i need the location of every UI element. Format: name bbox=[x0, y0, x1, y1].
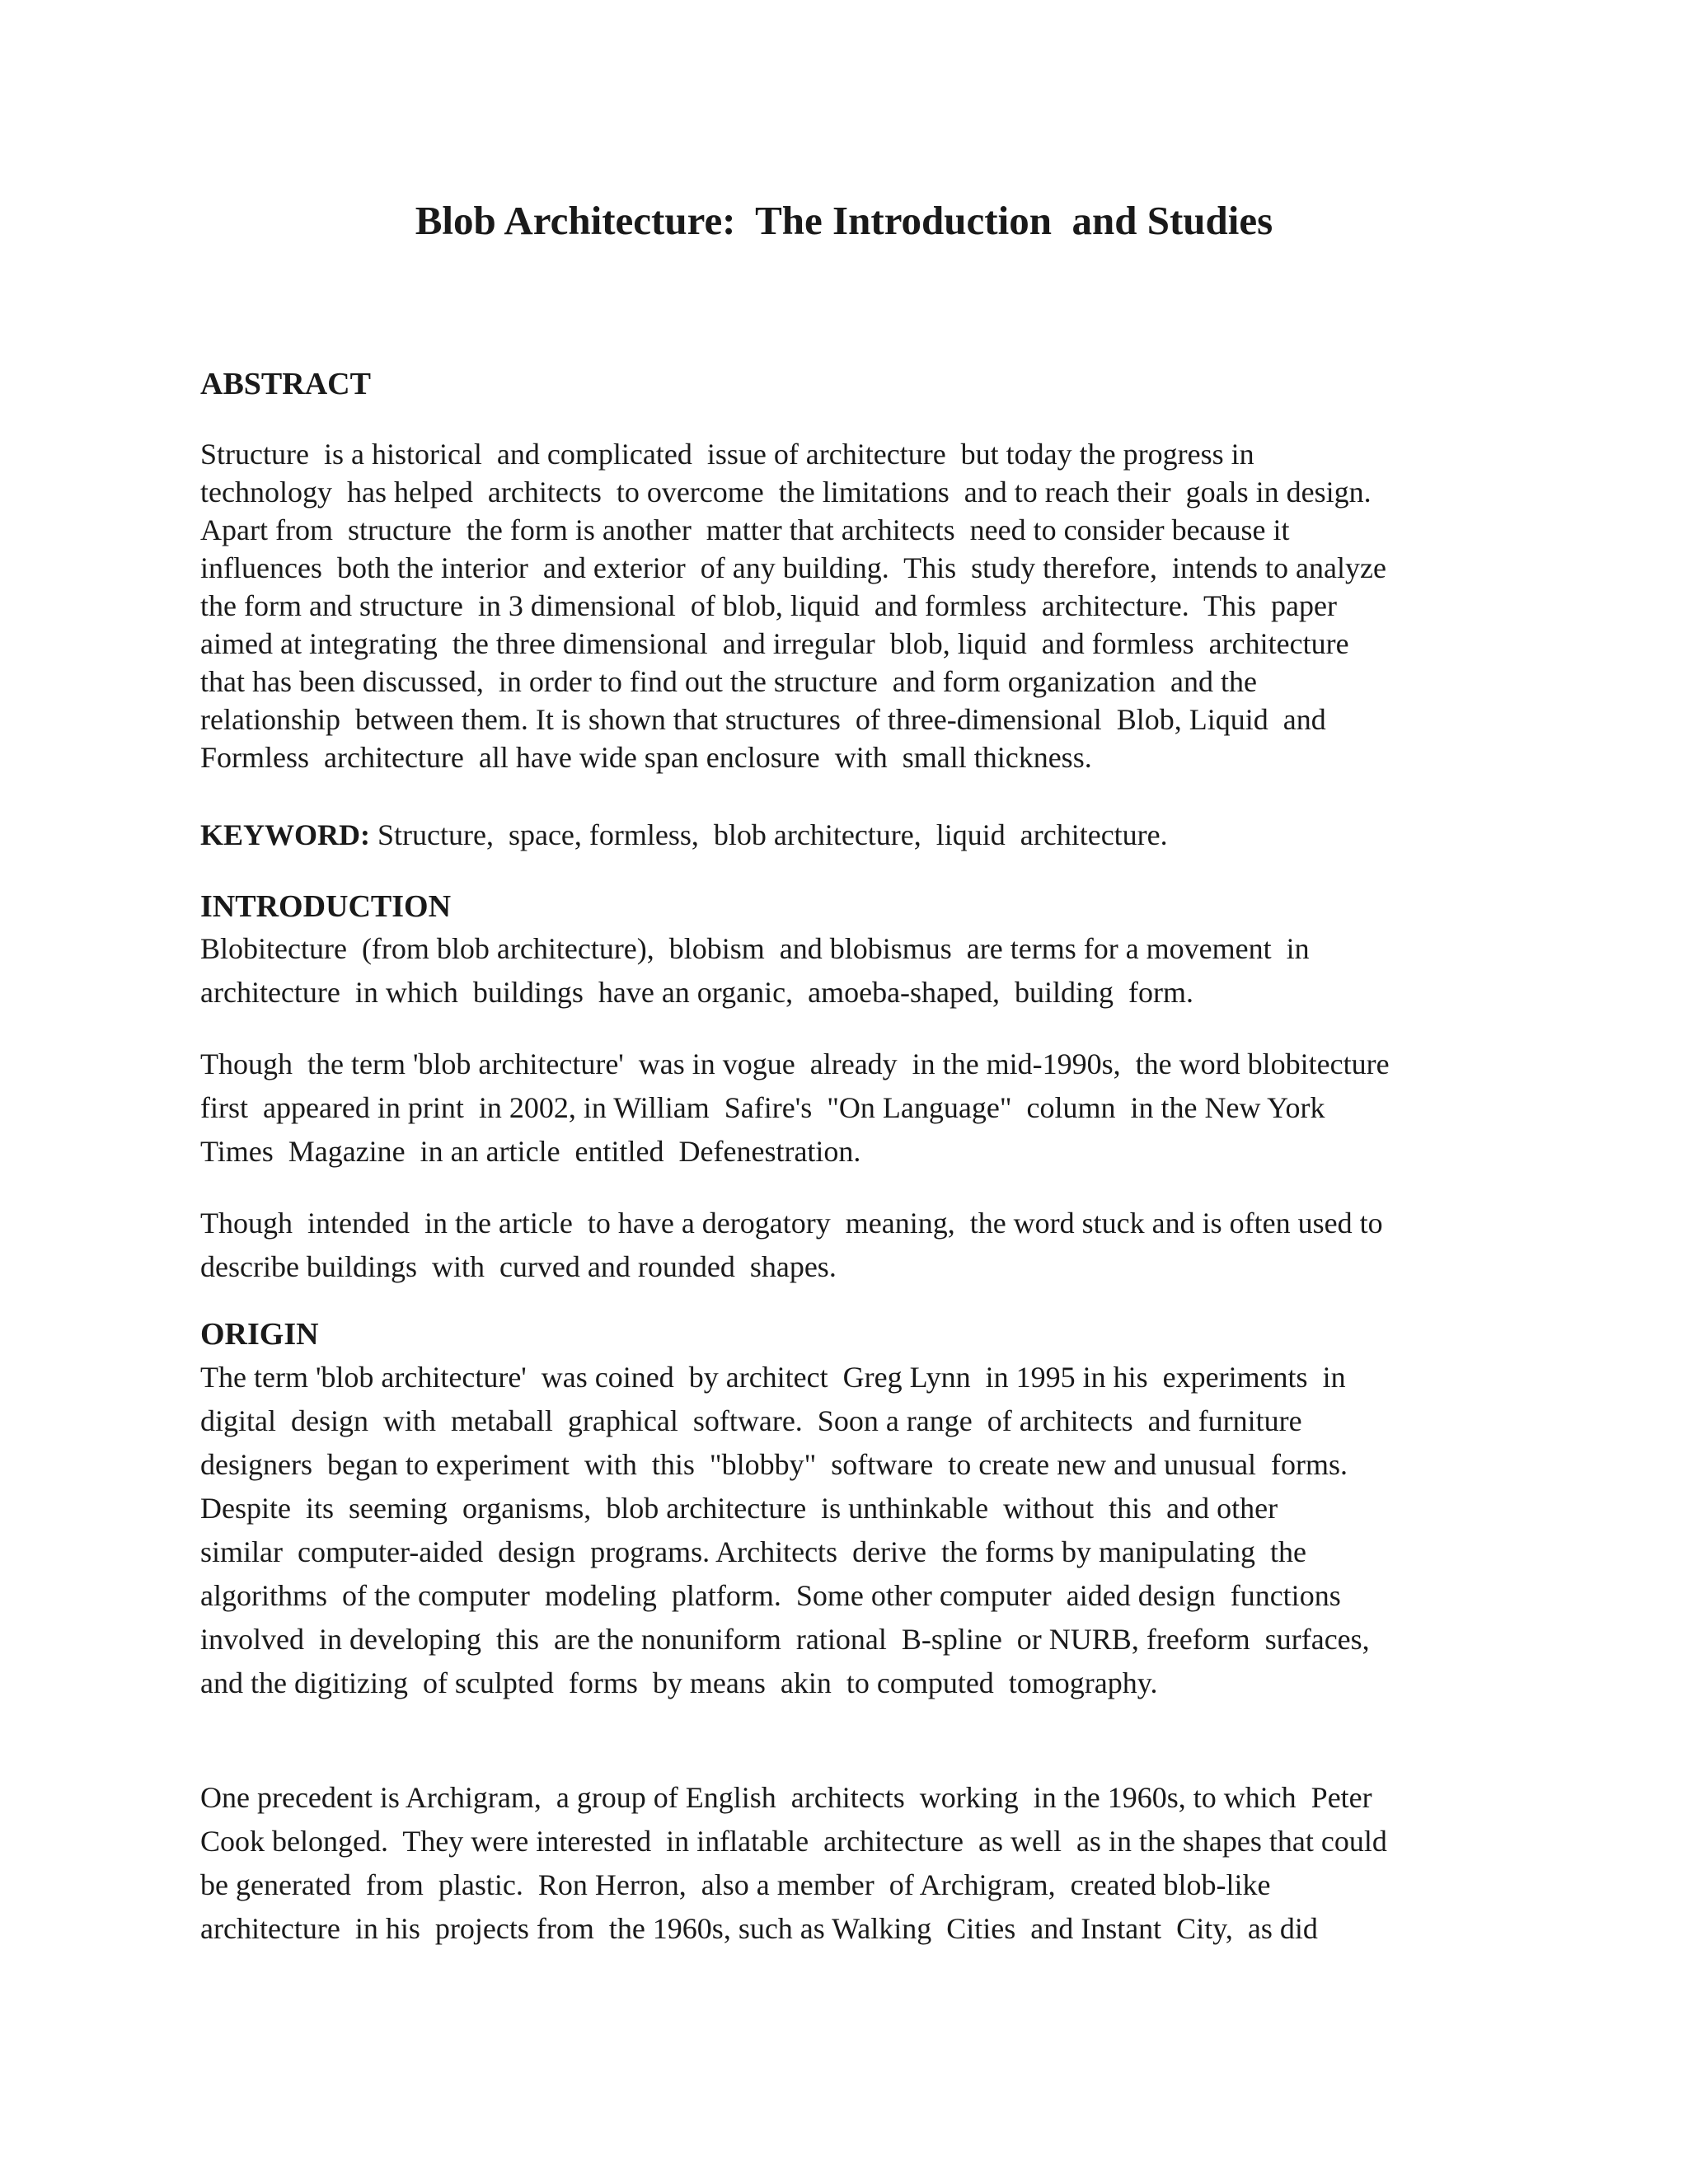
abstract-line: technology has helped architects to overcome the limitations and to reach their goals in design. bbox=[200, 476, 1372, 509]
keyword-text: Structure, space, formless, blob architecture, liquid architecture. bbox=[370, 818, 1168, 851]
introduction-line: Times Magazine in an article entitled Defenestration. bbox=[200, 1135, 861, 1168]
abstract-line: the form and structure in 3 dimensional of blob, liquid and formless architecture. This paper bbox=[200, 589, 1337, 622]
origin-line: One precedent is Archigram, a group of English architects working in the 1960s, to which Peter bbox=[200, 1781, 1372, 1814]
introduction-line: describe buildings with curved and rounded shapes. bbox=[200, 1250, 837, 1283]
abstract-heading: ABSTRACT bbox=[200, 367, 371, 401]
origin-line: digital design with metaball graphical software. Soon a range of architects and furniture bbox=[200, 1404, 1302, 1437]
abstract-line: aimed at integrating the three dimensional and irregular blob, liquid and formless architecture bbox=[200, 627, 1349, 660]
abstract-line: influences both the interior and exterior of any building. This study therefore, intends to analyze bbox=[200, 551, 1386, 584]
origin-line: and the digitizing of sculpted forms by means akin to computed tomography. bbox=[200, 1666, 1158, 1699]
abstract-line: that has been discussed, in order to find out the structure and form organization and the bbox=[200, 665, 1257, 698]
origin-line: similar computer-aided design programs. Architects derive the forms by manipulating the bbox=[200, 1535, 1306, 1568]
origin-line: algorithms of the computer modeling platform. Some other computer aided design functions bbox=[200, 1579, 1341, 1612]
introduction-paragraph bbox=[200, 1202, 1536, 1289]
introduction-paragraph bbox=[200, 1043, 1536, 1174]
origin-line: Cook belonged. They were interested in inflatable architecture as well as in the shapes that could bbox=[200, 1825, 1387, 1858]
origin-line: The term 'blob architecture' was coined by architect Greg Lynn in 1995 in his experiments in bbox=[200, 1361, 1346, 1394]
origin-line: designers began to experiment with this "blobby" software to create new and unusual forms. bbox=[200, 1448, 1348, 1481]
keyword-line bbox=[200, 816, 1536, 854]
abstract-line: Apart from structure the form is another matter that architects need to consider because it bbox=[200, 513, 1290, 546]
introduction-heading: INTRODUCTION bbox=[200, 889, 452, 924]
document-title: Blob Architecture: The Introduction and Studies bbox=[415, 198, 1273, 243]
introduction-line: first appeared in print in 2002, in William Safire's "On Language" column in the New York bbox=[200, 1091, 1325, 1124]
introduction-line: Blobitecture (from blob architecture), blobism and blobismus are terms for a movement in bbox=[200, 932, 1310, 965]
origin-heading: ORIGIN bbox=[200, 1317, 319, 1352]
abstract-line: relationship between them. It is shown that structures of three-dimensional Blob, Liquid and bbox=[200, 703, 1326, 736]
origin-paragraph bbox=[200, 1776, 1536, 1951]
introduction-paragraph bbox=[200, 927, 1536, 1015]
introduction-line: Though the term 'blob architecture' was in vogue already in the mid-1990s, the word blobitecture bbox=[200, 1047, 1390, 1080]
introduction-line: Though intended in the article to have a derogatory meaning, the word stuck and is often used to bbox=[200, 1207, 1383, 1240]
origin-line: Despite its seeming organisms, blob architecture is unthinkable without this and other bbox=[200, 1492, 1278, 1525]
introduction-line: architecture in which buildings have an organic, amoeba-shaped, building form. bbox=[200, 976, 1193, 1009]
origin-line: involved in developing this are the nonuniform rational B-spline or NURB, freeform surfaces, bbox=[200, 1623, 1370, 1656]
origin-line: architecture in his projects from the 1960s, such as Walking Cities and Instant City, as did bbox=[200, 1912, 1318, 1945]
keyword-label: KEYWORD: bbox=[200, 818, 370, 851]
abstract-line: Structure is a historical and complicated issue of architecture but today the progress in bbox=[200, 438, 1254, 471]
origin-line: be generated from plastic. Ron Herron, also a member of Archigram, created blob-like bbox=[200, 1868, 1271, 1901]
abstract-paragraph bbox=[200, 435, 1536, 776]
abstract-line: Formless architecture all have wide span enclosure with small thickness. bbox=[200, 741, 1092, 774]
origin-paragraph bbox=[200, 1356, 1536, 1705]
